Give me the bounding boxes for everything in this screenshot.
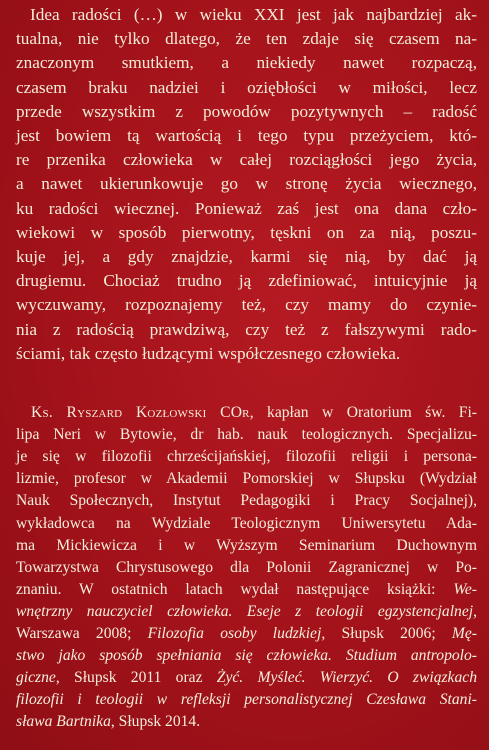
blurb-line: kuje jej, a gdy znajdzie, karmi się nią, by dać ją: [16, 247, 477, 267]
book-title: giczne: [16, 669, 56, 687]
bio-line: Towarzystwa Chrystusowego dla Polonii Zagranicznej w Po-: [16, 558, 477, 576]
blurb-line: wyczuwamy, rozpoznajemy też, czy mamy do czynie-: [16, 295, 477, 315]
book-title: sława Bartnika: [16, 713, 111, 731]
blurb-line: ściami, tak często łudzącymi współczesnego człowieka.: [16, 343, 401, 363]
blurb-line: wiekowi w sposób pierwotny, tęskni on za nią, poszu-: [16, 222, 477, 242]
book-title: Filozofia osoby ludzkiej: [147, 624, 322, 642]
blurb-line: re przenika człowieka w całej rozciągłości jego życia,: [16, 150, 477, 170]
bio-line: stwo jako sposób spełniania się człowieka. Studium antropolo-: [16, 647, 477, 665]
bio-text: Warszawa 2008;: [16, 624, 148, 642]
bio-text: znaniu. W ostatnich latach wydał następujące książki:: [16, 580, 454, 598]
bio-text: ,: [473, 602, 477, 620]
bio-line: [16, 711, 477, 733]
book-title: Mę-: [451, 624, 477, 642]
bio-line: wykładowca na Wydziale Teologicznym Uniwersytetu Ada-: [16, 514, 477, 532]
bio-line: [16, 579, 477, 601]
bio-line: lizmie, profesor w Akademii Pomorskiej w Słupsku (Wydział: [16, 470, 477, 488]
bio-line: filozofii i teologii w refleksji personalistycznej Czesława Stani-: [16, 691, 477, 709]
bio-line: je się w filozofii chrześcijańskiej, filozofii religii i persona-: [16, 448, 477, 466]
blurb-line: a nawet ukierunkowuje go w stronę życia wiecznego,: [16, 174, 477, 194]
blurb-line: drugiemu. Chociaż trudno ją zdefiniować, intuicyjnie ją: [16, 271, 477, 291]
author-bio: [16, 402, 477, 733]
bio-line: Nauk Społecznych, Instytut Pedagogiki i Pracy Socjalnej),: [16, 492, 477, 510]
blurb-line: przede wszystkim z powodów pozytywnych – radość: [16, 101, 477, 121]
bio-text: , Słupsk 2014.: [110, 713, 201, 731]
bio-line: [16, 402, 477, 424]
blurb-line: Idea radości (…) w wieku XXI jest jak najbardziej ak-: [30, 5, 477, 24]
bio-line: ma Mickiewicza i w Wyższym Seminarium Duchownym: [16, 536, 477, 554]
book-title: We-: [453, 580, 477, 598]
blurb-line: jest bowiem tą wartością i tego typu przeżyciem, któ-: [16, 126, 477, 146]
bio-line: lipa Neri w Bytowie, dr hab. nauk teologicznych. Specjalizu-: [16, 426, 477, 444]
bio-text: , Słupsk 2006;: [321, 624, 452, 642]
blurb-line: tualna, nie tylko dlatego, że ten zdaje się czasem na-: [16, 29, 477, 49]
blurb-line: czasem braku nadziei i oziębłości w miłości, lecz: [16, 77, 477, 97]
bio-text: , Słupsk 2011 oraz: [55, 669, 217, 687]
author-name: Ryszard Kozłowski COr: [66, 404, 250, 422]
book-title: Żyć. Myśleć. Wierzyć. O związkach: [216, 669, 477, 687]
bio-line: [16, 601, 477, 623]
author-prefix: Ks.: [31, 404, 67, 422]
book-title: wnętrzny nauczyciel człowieka. Eseje z teologii egzystencjalnej: [16, 602, 474, 620]
blurb-line: ku radości wiecznej. Ponieważ zaś jest ona dana czło-: [16, 198, 477, 218]
book-blurb: [16, 3, 477, 366]
bio-line: [16, 667, 477, 689]
section-gap: [16, 366, 477, 402]
blurb-line: nia z radością prawdziwą, czy też z fałszywymi rado-: [16, 319, 477, 339]
bio-text: , kapłan w Oratorium św. Fi-: [249, 404, 477, 422]
blurb-line: znaczonym smutkiem, a niekiedy nawet rozpaczą,: [16, 53, 477, 73]
bio-line: [16, 623, 477, 645]
